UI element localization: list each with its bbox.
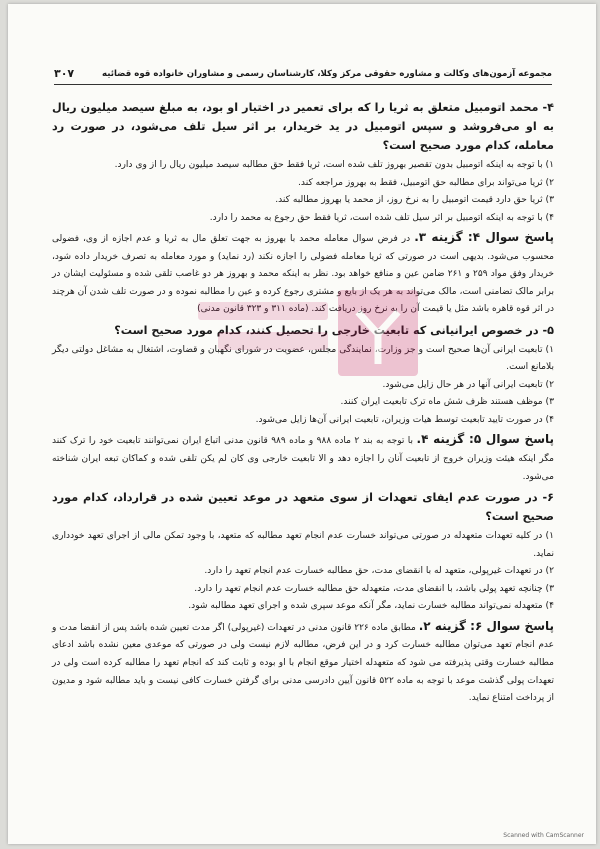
document-page bbox=[8, 4, 596, 844]
question-block-5 bbox=[52, 321, 554, 486]
answer-6 bbox=[52, 618, 554, 708]
question-5-option-3: ۳) موظف هستند ظرف شش ماه ترک تابعیت ایران کنند. bbox=[340, 397, 554, 408]
question-4-option-4: ۴) با توجه به اینکه اتومبیل بر اثر سیل تلف شده است، ثریا فقط حق رجوع به محمد را دارد. bbox=[209, 212, 554, 223]
answer-5 bbox=[52, 431, 554, 486]
question-6-text: ۶- در صورت عدم ایفای تعهدات از سوی متعهد در موعد تعیین شده در قرارداد، کدام مورد صحیح است؟ bbox=[52, 491, 554, 524]
question-5-option-2: ۲) تابعیت ایرانی آنها در هر حال زایل می‌شود. bbox=[382, 379, 554, 390]
header-title: مجموعه آزمون‌های وکالت و مشاوره حقوقی مرکز وکلا، کارشناسان رسمی و مشاوران خانواده قوه قضائیه bbox=[102, 69, 552, 79]
question-6-option-2: ۲) در تعهدات غیرپولی، متعهد له با انقضای مدت، حق مطالبه خسارت عدم انجام تعهد را دارد. bbox=[204, 566, 554, 577]
page-number: ۳۰۷ bbox=[54, 67, 75, 80]
question-4-text: ۴- محمد اتومبیل متعلق به ثریا را که برای تعمیر در اختیار او بود، به مبلغ سیصد میلیون ریال به او می‌فروشد و سپس اتومبیل در ید خریدار، بر اثر سیل تلف می‌شود، در صورت رد معامله، کدام مورد صحیح است؟ bbox=[52, 101, 554, 152]
answer-5-text: با توجه به بند ۲ ماده ۹۸۸ و ماده ۹۸۹ قانون مدنی اتباع ایران نمی‌توانند تابعیت خود را ترک کنند مگر اینکه هیئت وزیران خروج از تابعیت آنان را اجازه دهد و الا تابعیت خارجی وی کان لم یکن تلقی شده و کماکان تبعه ایران شناخته می‌شود. bbox=[52, 436, 554, 482]
question-6-option-1: ۱) در کلیه تعهدات متعهدله در صورتی می‌تواند خسارت عدم انجام تعهد مطالبه که متعهد، با وجود تمکن مالی از اجرای تعهد خودداری نماید. bbox=[52, 531, 554, 559]
question-4-option-2: ۲) ثریا می‌تواند برای مطالبه حق اتومبیل، فقط به بهروز مراجعه کند. bbox=[298, 177, 554, 188]
page-header bbox=[54, 66, 552, 85]
question-5-option-4: ۴) در صورت تایید تابعیت توسط هیات وزیران، تابعیت ایرانی آن‌ها زایل می‌شود. bbox=[255, 414, 554, 425]
answer-4-label: پاسخ سوال ۴: گزینه ۳. bbox=[414, 230, 555, 244]
question-6-option-3: ۳) چنانچه تعهد پولی باشد، با انقضای مدت، متعهدله حق مطالبه خسارت عدم انجام تعهد را دارد. bbox=[194, 583, 554, 594]
question-block-6 bbox=[52, 488, 554, 707]
question-4-option-1: ۱) با توجه به اینکه اتومبیل بدون تقصیر بهروز تلف شده است، ثریا فقط حق مطالبه سیصد میلیون ریال را از وی دارد. bbox=[114, 160, 554, 170]
answer-6-label: پاسخ سوال ۶: گزینه ۲. bbox=[418, 618, 555, 633]
scanner-footer: Scanned with CamScanner bbox=[503, 832, 584, 839]
answer-5-label: پاسخ سوال ۵: گزینه ۴. bbox=[416, 432, 555, 447]
answer-4-text: در فرض سوال معامله محمد با بهروز به جهت تعلق مال به ثریا و عدم اجازه از وی، فضولی محسوب می‌شود. بدیهی است در صورتی که ثریا معامله فضولی را اجازه نکند (رد نماید) و مورد معامله به تصرف خریدار داده شود، خریدار وفق مواد ۲۵۹ و ۲۶۱ ضامن عین و منافع خواهد بود. نظر به اینکه محمد و بهروز هر دو غاصب تلقی شده و مسئولیت ایشان در برابر مالک تضامنی است، مالک می‌تواند به هر یک از بایع و مشتری رجوع کرده و عین را مطالبه نموده و در صورت تلف شدن آن هرچند در اثر قوه قاهره باشد مثل یا قیمت آن را به نرخ روز دریافت کند. (ماده ۳۱۱ و ۳۲۳ قانون مدنی) bbox=[52, 234, 554, 315]
answer-6-text: مطابق ماده ۲۲۶ قانون مدنی در تعهدات (غیرپولی) اگر مدت تعیین شده باشد پس از انقضا مدت و عدم انجام تعهد می‌توان مطالبه خسارت کرد و در این فرض، مطالبه لازم نیست ولی در صورتی که موعدی معین نشده باشد ادعای مطالبه خسارت وقتی پذیرفته می شود که متعهدله اختیار موقع انجام با او بوده و ثابت کند که انجام تعهد را مطالبه کرده است ولی در تعهدات پولی گذشت موعد با توجه به ماده ۵۲۲ قانون آیین دادرسی مدنی برای گرفتن خسارت کافی نیست و باید مطالبه شود و مدیون از پرداخت امتناع نماید. bbox=[52, 622, 554, 704]
document-body bbox=[52, 98, 554, 710]
question-6-option-4: ۴) متعهدله نمی‌تواند مطالبه خسارت نماید، مگر آنکه موعد سپری شده و اجرای تعهد مطالبه شود. bbox=[188, 601, 554, 612]
answer-4 bbox=[52, 229, 554, 319]
question-5-option-1: ۱) تابعیت ایرانی آن‌ها صحیح است و جز وزارت، نمایندگی مجلس، عضویت در شورای نگهبان و قضاوت، اشتغال به مشاغل دولتی دیگر بلامانع است. bbox=[52, 344, 554, 373]
question-5-text: ۵- در خصوص ایرانیانی که تابعیت خارجی را تحصیل کنند، کدام مورد صحیح است؟ bbox=[114, 323, 554, 337]
question-block-4 bbox=[52, 98, 554, 319]
question-4-option-3: ۳) ثریا حق دارد قیمت اتومبیل را به نرخ روز، از محمد یا بهروز مطالبه کند. bbox=[275, 195, 554, 205]
